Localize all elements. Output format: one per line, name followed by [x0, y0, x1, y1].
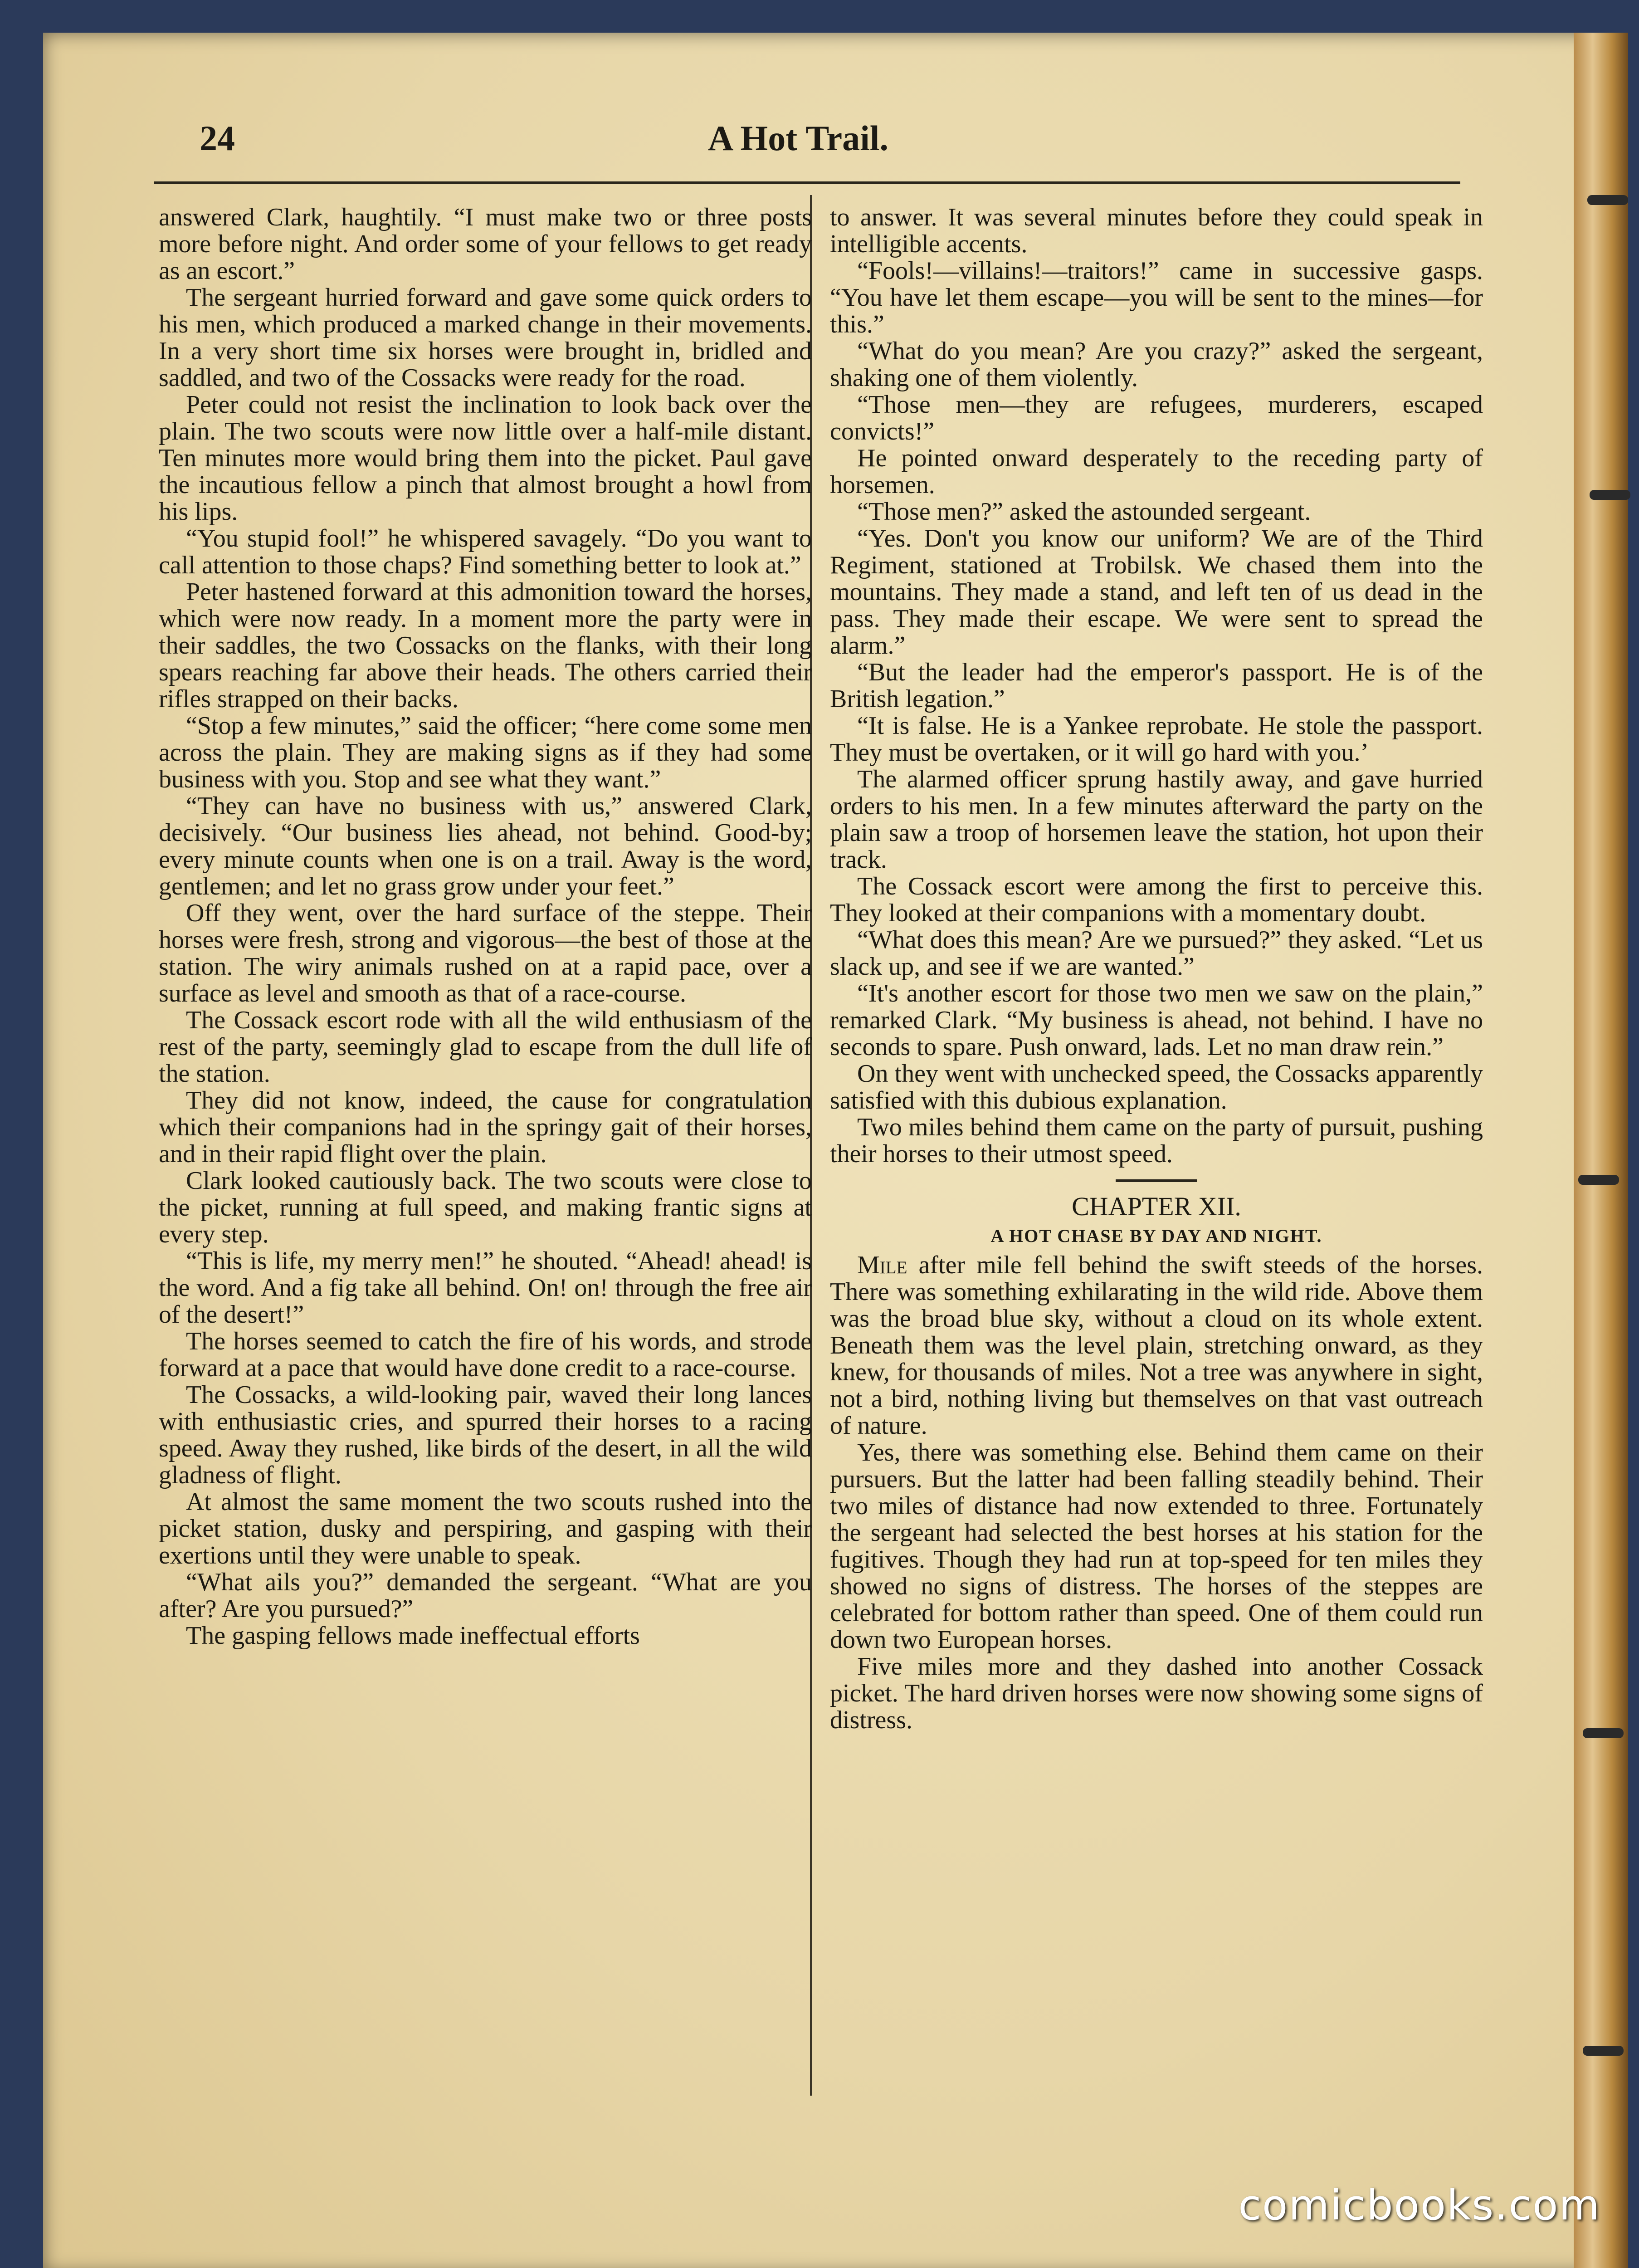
paragraph: The horses seemed to catch the fire of his words, and strode forward at a pace that would have done credit to a race-course. — [159, 1327, 812, 1382]
chapter-title: CHAPTER XII. — [1072, 1192, 1241, 1221]
paragraph: They did not know, indeed, the cause for congratulation which their companions had in the springy gait of their horses, and in their rapid flight over the plain. — [159, 1086, 812, 1168]
paragraph: Peter hastened forward at this admonition toward the horses, which were now ready. In a moment more the party were in their saddles, the two Cossacks on the flanks, with their long spears reaching far above their heads. The others carried their rifles strapped on their backs. — [159, 578, 812, 713]
paragraph: At almost the same moment the two scouts rushed into the picket station, dusky and perspiring, and gasping with their exertions until they were unable to speak. — [159, 1488, 812, 1569]
section-separator — [1116, 1179, 1197, 1182]
watermark-logo: comicbooks.com — [1238, 2181, 1600, 2229]
paragraph: “Fools!—villains!—traitors!” came in successive gasps. “You have let them escape—you will be sent to the mines—for this.” — [830, 257, 1483, 338]
paragraph: Yes, there was something else. Behind them came on their pursuers. But the latter had been falling steadily behind. Their two miles of distance had now extended to three. Fortunately the sergeant had selected the best horses at his station for the fugitives. Though they had run at top-speed for ten miles they showed no signs of distress. The horses of the steppes are celebrated for bottom rather than speed. One of them could run down two European horses. — [830, 1438, 1483, 1654]
paragraph: “They can have no business with us,” answered Clark, decisively. “Our business lies ahead, not behind. Good-by; every minute counts when one is on a trail. Away is the word, gentlemen; and let no grass grow under your feet.” — [159, 792, 812, 900]
paragraph: “You stupid fool!” he whispered savagely. “Do you want to call attention to those chaps? Find something better to look at.” — [159, 524, 812, 579]
paragraph: “What ails you?” demanded the sergeant. “What are you after? Are you pursued?” — [159, 1568, 812, 1623]
page-number: 24 — [200, 118, 235, 158]
paragraph: “Yes. Don't you know our uniform? We are of the Third Regiment, stationed at Trobilsk. We chased them into the mountains. They made a stand, and left ten of us dead in the pass. They made their escape. We were sent to spread the alarm.” — [830, 524, 1483, 660]
paragraph: Peter could not resist the inclination to look back over the plain. The two scouts were now little over a half-mile distant. Ten minutes more would bring them into the picket. Paul gave the incautious fellow a pinch that almost brought a howl from his lips. — [159, 391, 812, 526]
paragraph: “It's another escort for those two men we saw on the plain,” remarked Clark. “My business is ahead, not behind. I have no seconds to spare. Push onward, lads. Let no man draw rein.” — [830, 979, 1483, 1061]
binding-stitch — [1587, 195, 1628, 205]
left-column — [159, 204, 812, 1649]
paragraph: The sergeant hurried forward and gave some quick orders to his men, which produced a marked change in their movements. In a very short time six horses were brought in, bridled and saddled, and two of the Cossacks were ready for the road. — [159, 284, 812, 392]
right-column — [830, 204, 1483, 1734]
paragraph-text: after mile fell behind the swift steeds of the horses. There was something exhilarating in the wild ride. Above them was the broad blue sky, without a cloud on its whole extent. Beneath them was the level plain, stretching onward, as they knew, for thousands of miles. Not a tree was anywhere in sight, not a bird, nothing living but themselves on that vast outreach of nature. — [830, 1251, 1483, 1440]
paragraph: “Those men—they are refugees, murderers, escaped convicts!” — [830, 391, 1483, 445]
paragraph: On they went with unchecked speed, the Cossacks apparently satisfied with this dubious explanation. — [830, 1060, 1483, 1114]
paragraph: The Cossack escort rode with all the wild enthusiasm of the rest of the party, seemingly glad to escape from the dull life of the station. — [159, 1006, 812, 1088]
paragraph: “This is life, my merry men!” he shouted. “Ahead! ahead! is the word. And a fig take all behind. On! on! through the free air of the desert!” — [159, 1247, 812, 1329]
chapter-first-paragraph — [830, 1252, 1483, 1439]
paragraph: “Those men?” asked the astounded sergeant. — [857, 498, 1311, 526]
paragraph: The Cossack escort were among the first to perceive this. They looked at their companions with a momentary doubt. — [830, 872, 1483, 927]
binding-stitch — [1590, 490, 1630, 500]
paragraph: Two miles behind them came on the party of pursuit, pushing their horses to their utmost speed. — [830, 1113, 1483, 1168]
book-binding — [1574, 33, 1628, 2268]
binding-stitch — [1583, 1728, 1624, 1738]
paragraph: The alarmed officer sprung hastily away, and gave hurried orders to his men. In a few minutes afterward the party on the plain saw a troop of horsemen leave the station, hot upon their track. — [830, 765, 1483, 874]
paragraph: “It is false. He is a Yankee reprobate. He stole the passport. They must be overtaken, or it will go hard with you.’ — [830, 712, 1483, 767]
paragraph: He pointed onward desperately to the receding party of horsemen. — [830, 444, 1483, 499]
paragraph: “But the leader had the emperor's passport. He is of the British legation.” — [830, 658, 1483, 713]
running-title: A Hot Trail. — [708, 118, 888, 158]
paragraph: Off they went, over the hard surface of the steppe. Their horses were fresh, strong and vigorous—the best of those at the station. The wiry animals rushed on at a rapid pace, over a surface as level and smooth as that of a race-course. — [159, 899, 812, 1007]
paragraph: “What does this mean? Are we pursued?” they asked. “Let us slack up, and see if we are wanted.” — [830, 926, 1483, 981]
paragraph: Five miles more and they dashed into another Cossack picket. The hard driven horses were now showing some signs of distress. — [830, 1652, 1483, 1734]
binding-stitch — [1583, 2046, 1624, 2056]
paragraph: to answer. It was several minutes before they could speak in intelligible accents. — [830, 203, 1483, 258]
chapter-subtitle: A HOT CHASE BY DAY AND NIGHT. — [990, 1226, 1322, 1246]
drop-word: Mile — [857, 1251, 907, 1279]
paragraph: Clark looked cautiously back. The two scouts were close to the picket, running at full speed, and making frantic signs at every step. — [159, 1167, 812, 1248]
paragraph: answered Clark, haughtily. “I must make two or three posts more before night. And order some of your fellows to get ready as an escort.” — [159, 203, 812, 285]
header-rule — [154, 181, 1460, 184]
paragraph: The gasping fellows made ineffectual efforts — [186, 1622, 640, 1650]
paragraph: The Cossacks, a wild-looking pair, waved their long lances with enthusiastic cries, and spurred their horses to a racing speed. Away they rushed, like birds of the desert, in all the wild gladness of flight. — [159, 1381, 812, 1489]
page-header — [154, 118, 1442, 172]
paragraph: “What do you mean? Are you crazy?” asked the sergeant, shaking one of them violently. — [830, 337, 1483, 392]
paragraph: “Stop a few minutes,” said the officer; “here come some men across the plain. They are making signs as if they had some business with you. Stop and see what they want.” — [159, 712, 812, 793]
binding-stitch — [1578, 1175, 1619, 1185]
